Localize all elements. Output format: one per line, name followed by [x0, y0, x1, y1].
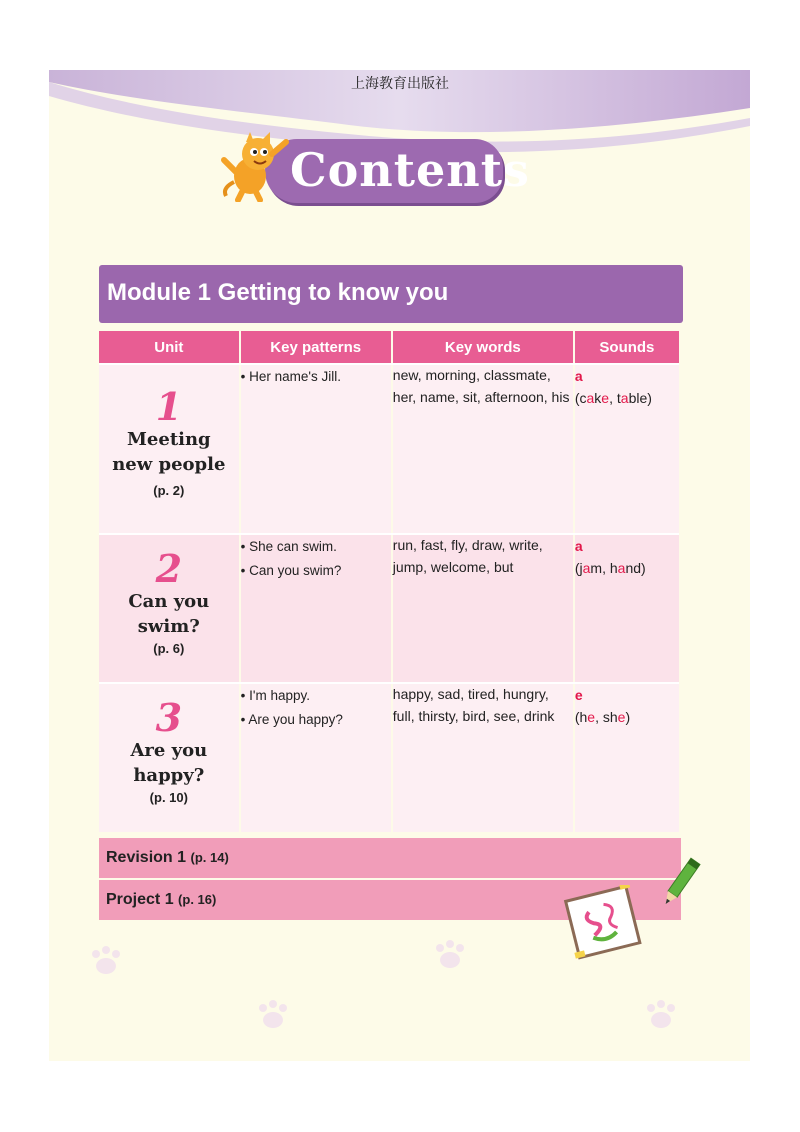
unit-number: 3	[155, 695, 183, 740]
unit-cell[interactable]	[99, 684, 239, 832]
key-words-cell: happy, sad, tired, hungry, full, thirsty, bird, see, drink	[393, 684, 573, 832]
sound-letter: a	[574, 538, 583, 554]
unit-page: (p. 10)	[149, 790, 188, 805]
key-pattern: • Her name's Jill.	[240, 369, 341, 384]
paw-print-icon	[643, 998, 683, 1034]
unit-page: (p. 6)	[153, 641, 185, 656]
revision-entry	[106, 849, 229, 867]
key-pattern: • Can you swim?	[240, 563, 342, 578]
table-row	[99, 535, 679, 682]
unit-page: (p. 2)	[153, 483, 185, 498]
sound-letter: e	[574, 687, 583, 703]
column-header-unit: Unit	[99, 331, 239, 363]
revision-label: Revision 1	[106, 849, 187, 866]
unit-cell[interactable]	[99, 365, 239, 533]
key-patterns-cell	[241, 535, 391, 682]
publisher-name: 上海教育出版社	[351, 76, 449, 92]
contents-table	[97, 331, 681, 832]
table-row	[99, 365, 679, 533]
project-entry	[106, 891, 216, 909]
unit-title: Can you swim?	[128, 591, 210, 637]
key-pattern: • I'm happy.	[240, 688, 310, 703]
unit-number: 1	[155, 384, 183, 429]
sound-letter: a	[574, 368, 583, 384]
sound-example: (he, she)	[574, 709, 631, 725]
unit-title: Are you happy?	[130, 740, 208, 786]
cat-mascot-icon	[220, 132, 292, 202]
project-page: (p. 16)	[178, 892, 217, 907]
sound-example: (cake, table)	[574, 390, 652, 406]
drawing-note-icon	[562, 885, 644, 961]
paw-print-icon	[432, 938, 472, 974]
sounds-cell	[575, 365, 679, 533]
sounds-cell	[575, 684, 679, 832]
sounds-cell	[575, 535, 679, 682]
key-pattern: • Are you happy?	[240, 712, 343, 727]
revision-bar[interactable]	[99, 838, 681, 878]
key-words-cell: new, morning, classmate, her, name, sit, afternoon, his	[393, 365, 573, 533]
column-header-key-patterns: Key patterns	[241, 331, 391, 363]
table-row	[99, 684, 679, 832]
column-header-key-words: Key words	[393, 331, 573, 363]
page-title: Contents	[290, 143, 530, 197]
unit-cell[interactable]	[99, 535, 239, 682]
revision-page: (p. 14)	[190, 850, 229, 865]
paw-print-icon	[88, 944, 128, 980]
key-words-cell: run, fast, fly, draw, write, jump, welcome, but	[393, 535, 573, 682]
project-label: Project 1	[106, 891, 174, 908]
key-patterns-cell	[241, 684, 391, 832]
column-header-sounds: Sounds	[575, 331, 679, 363]
module-title: Module 1 Getting to know you	[107, 279, 449, 306]
module-header	[99, 265, 683, 323]
unit-title: Meeting new people	[112, 429, 226, 475]
key-patterns-cell	[241, 365, 391, 533]
paw-print-icon	[255, 998, 295, 1034]
sound-example: (jam, hand)	[574, 560, 646, 576]
unit-number: 2	[155, 546, 183, 591]
key-pattern: • She can swim.	[240, 539, 337, 554]
pencil-icon	[655, 856, 703, 912]
